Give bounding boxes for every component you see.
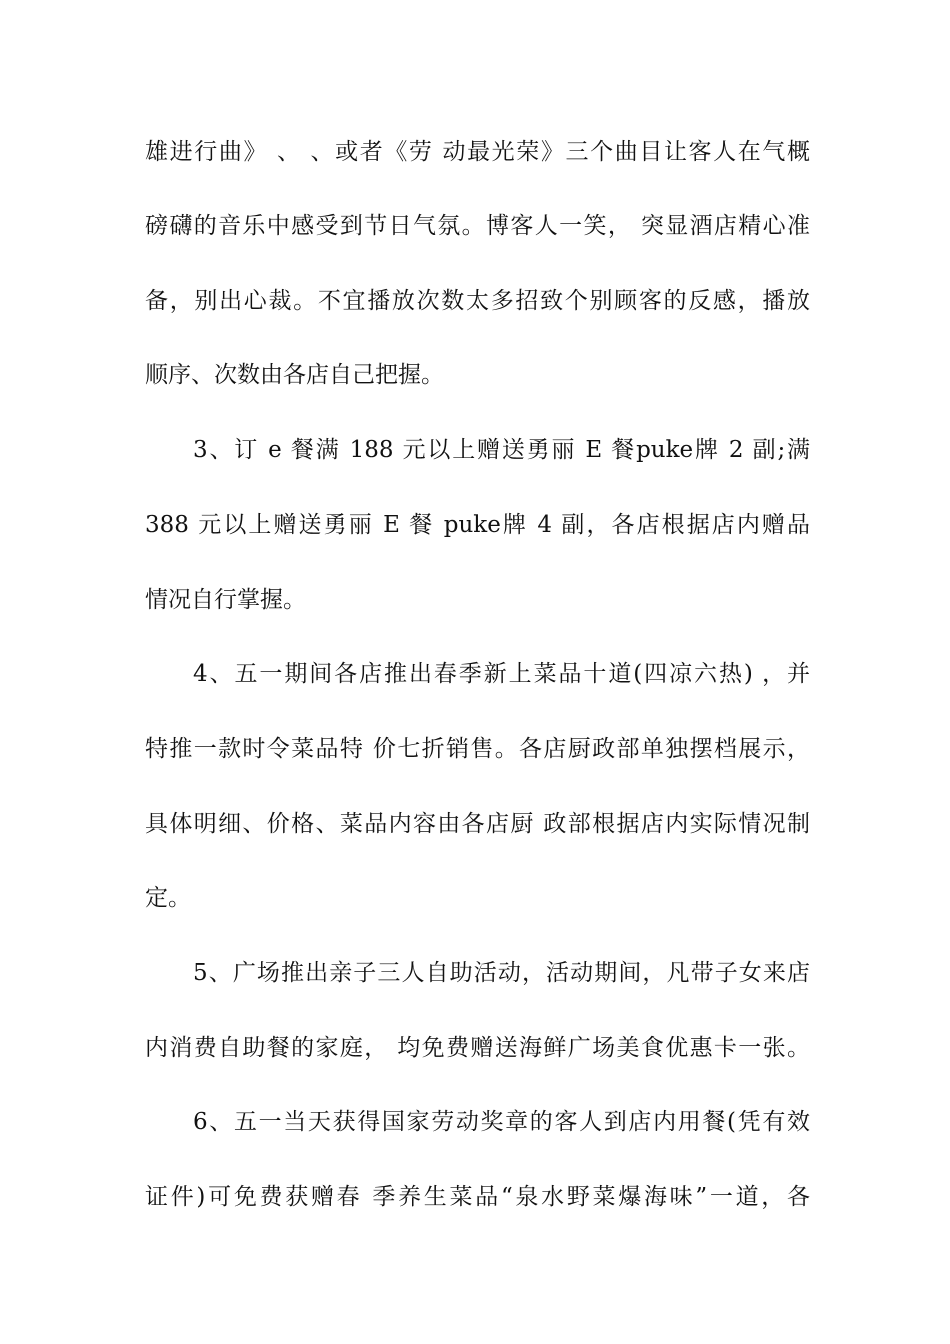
paragraph-3-start: 3、订 e 餐满 188 元以上赠送勇丽 E 餐puke牌 2 副;满 [193,437,810,463]
text-line: 情况自行掌握。 [145,587,306,613]
paragraph-4-start: 4、五一期间各店推出春季新上菜品十道(四凉六热) ，并 [193,661,810,687]
text-line: 定。 [145,885,191,911]
paragraph-6-start: 6、五一当天获得国家劳动奖章的客人到店内用餐(凭有效 [193,1109,810,1135]
paragraph-5-start: 5、广场推出亲子三人自助活动，活动期间，凡带子女来店 [193,960,810,986]
text-line: 顺序、次数由各店自己把握。 [145,362,444,388]
text-line: 备，别出心裁。不宜播放次数太多招致个别顾客的反感，播放 [145,288,810,314]
text-line: 具体明细、价格、菜品内容由各店厨 政部根据店内实际情况制 [145,811,810,837]
text-line: 雄进行曲》 、 、或者《劳 动最光荣》三个曲目让客人在气概 [145,139,810,165]
text-line: 磅礴的音乐中感受到节日气氛。博客人一笑， 突显酒店精心准 [145,213,810,239]
text-line: 特推一款时令菜品特 价七折销售。各店厨政部单独摆档展示， [145,736,810,762]
text-line: 证件)可免费获赠春 季养生菜品“泉水野菜爆海味”一道，各 [145,1184,810,1210]
text-line: 内消费自助餐的家庭， 均免费赠送海鲜广场美食优惠卡一张。 [145,1035,810,1061]
text-line: 388 元以上赠送勇丽 E 餐 puke牌 4 副，各店根据店内赠品 [145,512,810,538]
